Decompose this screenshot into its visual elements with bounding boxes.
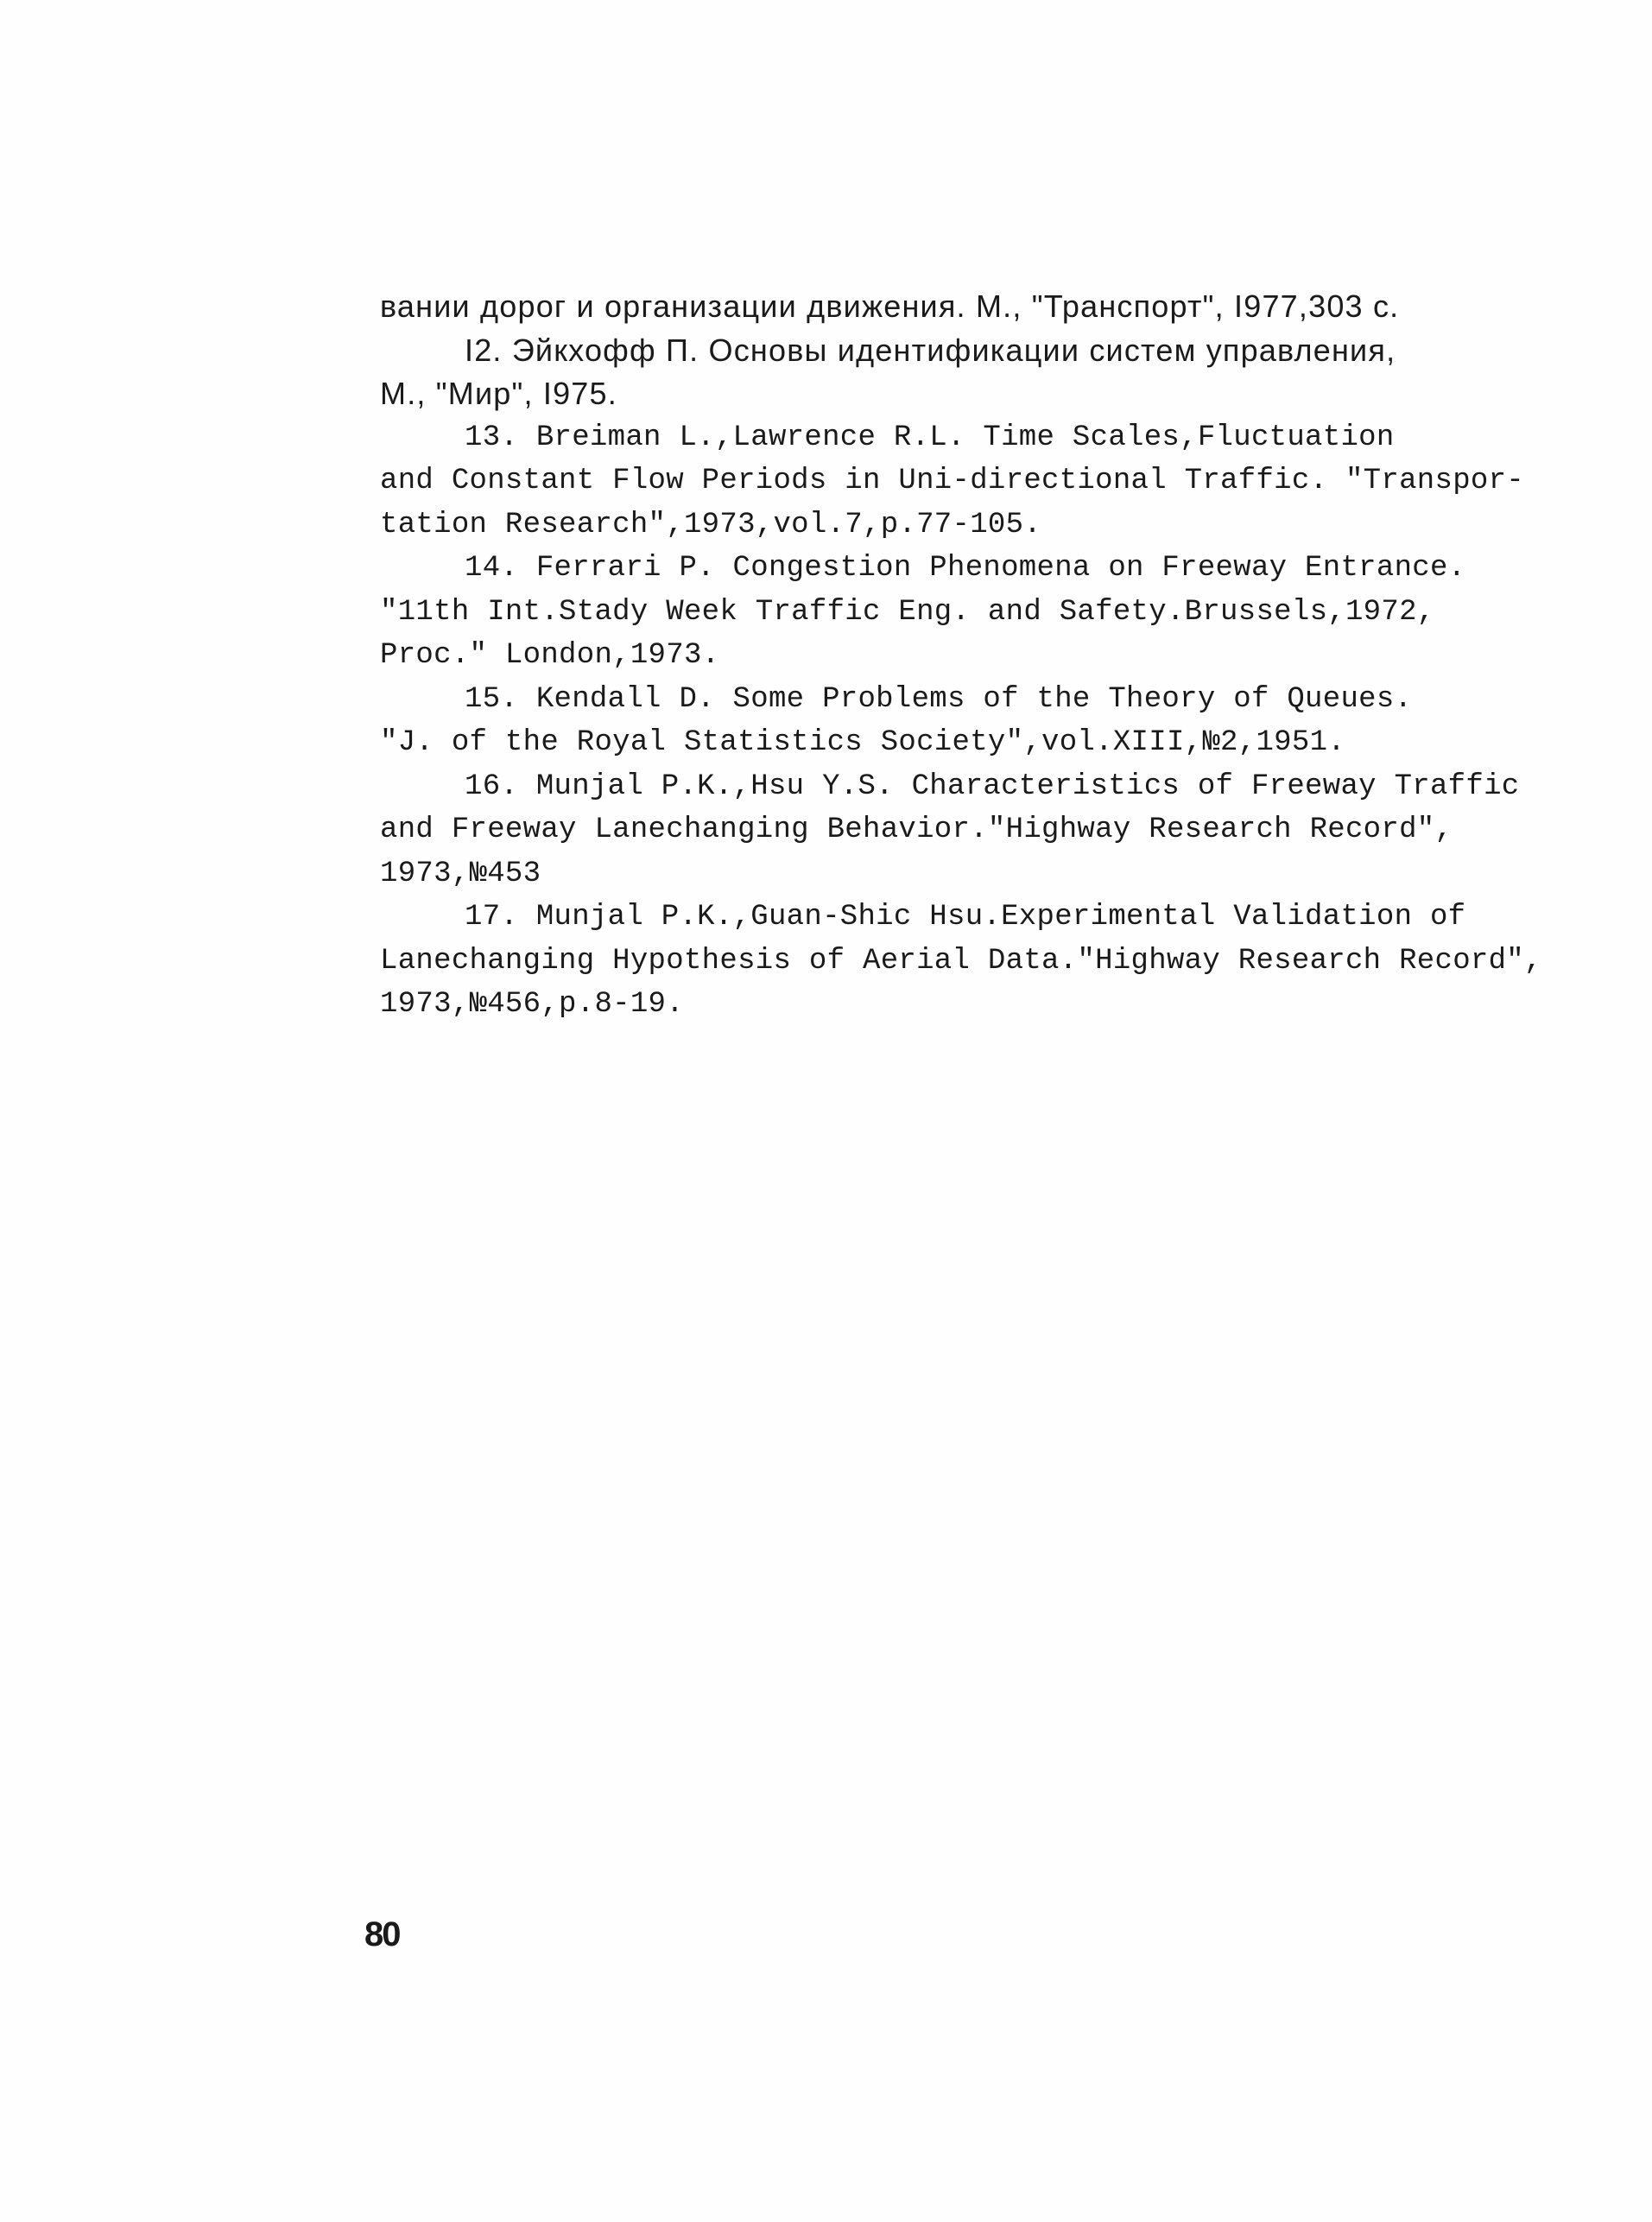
reference-list (380, 285, 1542, 1027)
reference-line: Lanechanging Hypothesis of Aerial Data."Highway Research Record", (380, 944, 1542, 978)
reference-line: tation Research",1973,vol.7,p.77-105. (380, 508, 1042, 541)
reference-line: and Freeway Lanechanging Behavior."Highway Research Record", (380, 813, 1453, 846)
reference-line: 13. Breiman L.,Lawrence R.L. Time Scales,Fluctuation (465, 421, 1395, 454)
reference-line: 14. Ferrari P. Congestion Phenomena on Freeway Entrance. (465, 552, 1466, 585)
page-number: 80 (364, 1915, 400, 1953)
reference-line: 16. Munjal P.K.,Hsu Y.S. Characteristics of Freeway Traffic (465, 769, 1520, 803)
reference-line: вании дорог и организации движения. М., "Транспорт", I977,303 с. (380, 288, 1400, 324)
reference-line: and Constant Flow Periods in Uni-directional Traffic. "Transpor- (380, 465, 1525, 497)
reference-line: 17. Munjal P.K.,Guan-Shic Hsu.Experimental Validation of (465, 901, 1466, 934)
reference-line: 1973,№453 (380, 857, 541, 890)
reference-line: Proc." London,1973. (380, 639, 720, 672)
reference-line: "11th Int.Stady Week Traffic Eng. and Safety.Brussels,1972, (380, 595, 1435, 629)
reference-line: 1973,№456,p.8-19. (380, 988, 684, 1021)
reference-line: "J. of the Royal Statistics Society",vol.XIII,№2,1951. (380, 726, 1345, 759)
reference-line: М., "Мир", I975. (380, 376, 617, 411)
reference-line: I2. Эйкхофф П. Основы идентификации систем управления, (465, 332, 1396, 368)
reference-line: 15. Kendall D. Some Problems of the Theory of Queues. (465, 682, 1413, 716)
